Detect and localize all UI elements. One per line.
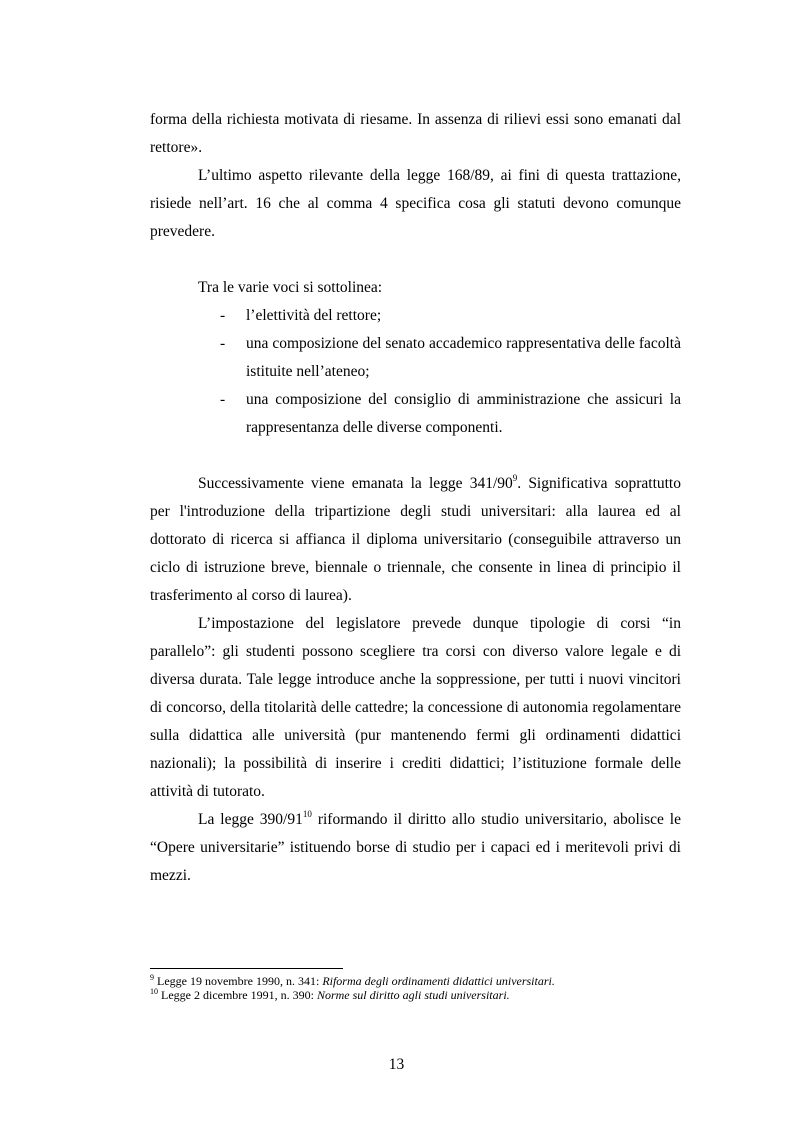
list-item [220,386,681,442]
footnote-text: Legge 19 novembre 1990, n. 341: [157,974,323,988]
footnote [150,988,681,1002]
paragraph-continuation: forma della richiesta motivata di riesame. In assenza di rilievi essi sono emanati dal rettore». [150,111,681,156]
list-item-text: una composizione del senato accademico rappresentativa delle facoltà istituite nell’ateneo; [246,335,681,380]
statute-requirements-list [150,302,681,442]
footnote-separator [150,968,343,969]
dash-bullet: - [220,307,226,324]
list-item-text: una composizione del consiglio di amministrazione che assicuri la rappresentanza delle diverse componenti. [246,391,681,436]
page-number: 13 [388,1056,405,1073]
footnote-text: Legge 2 dicembre 1991, n. 390: [161,988,317,1002]
footnote-reference[interactable]: 9 [512,473,518,483]
list-item-text: l’elettività del rettore; [246,307,382,324]
dash-bullet: - [220,391,226,408]
dash-bullet: - [220,335,226,352]
paragraph-text: La legge 390/91 [198,811,303,828]
paragraph-text: Successivamente viene emanata la legge 341/90 [198,475,513,492]
page-body [150,106,681,890]
spacer [150,246,681,274]
paragraph-list-intro: Tra le varie voci si sottolinea: [198,279,383,296]
footnote-number: 10 [150,987,158,996]
paragraph-legge-168-89: L’ultimo aspetto rilevante della legge 168/89, ai fini di questa trattazione, risiede nell’art. 16 che al comma 4 specifica cosa gli statuti devono comunque prevedere. [150,167,681,240]
footnote [150,974,681,988]
list-item [220,330,681,386]
paragraph-text: . Significativa soprattutto per l'introduzione della tripartizione degli studi universitari: alla laurea ed al dottorato di ricerca si affianca il diploma universitario (conseguibile attraverso un ciclo di istruzione breve, biennale o triennale, che consente in linea di principio il trasferimento al corso di laurea). [150,475,681,604]
spacer [150,442,681,470]
list-item [220,302,681,330]
footnote-title: Riforma degli ordinamenti didattici universitari. [322,974,555,988]
paragraph-impostazione: L’impostazione del legislatore prevede dunque tipologie di corsi “in parallelo”: gli studenti possono scegliere tra corsi con diverso valore legale e di diversa durata. Tale legge introduce anche la soppressione, per tutti i nuovi vincitori di concorso, della titolarità delle cattedre; la concessione di autonomia regolamentare sulla didattica alle università (pur mantenendo fermi gli ordinamenti didattici nazionali); la possibilità di inserire i crediti didattici; l’istituzione formale delle attività di tutorato. [150,615,681,800]
footnote-title: Norme sul diritto agli studi universitari. [316,988,510,1002]
footnote-reference[interactable]: 10 [302,809,312,819]
footnotes-section [150,968,681,1002]
paragraph-legge-390-91 [150,806,681,890]
footnote-number: 9 [150,973,154,982]
paragraph-text: riformando il diritto allo studio universitario, abolisce le “Opere universitarie” istituendo borse di studio per i capaci ed i meritevoli privi di mezzi. [150,811,681,884]
paragraph-legge-341-90 [150,470,681,610]
